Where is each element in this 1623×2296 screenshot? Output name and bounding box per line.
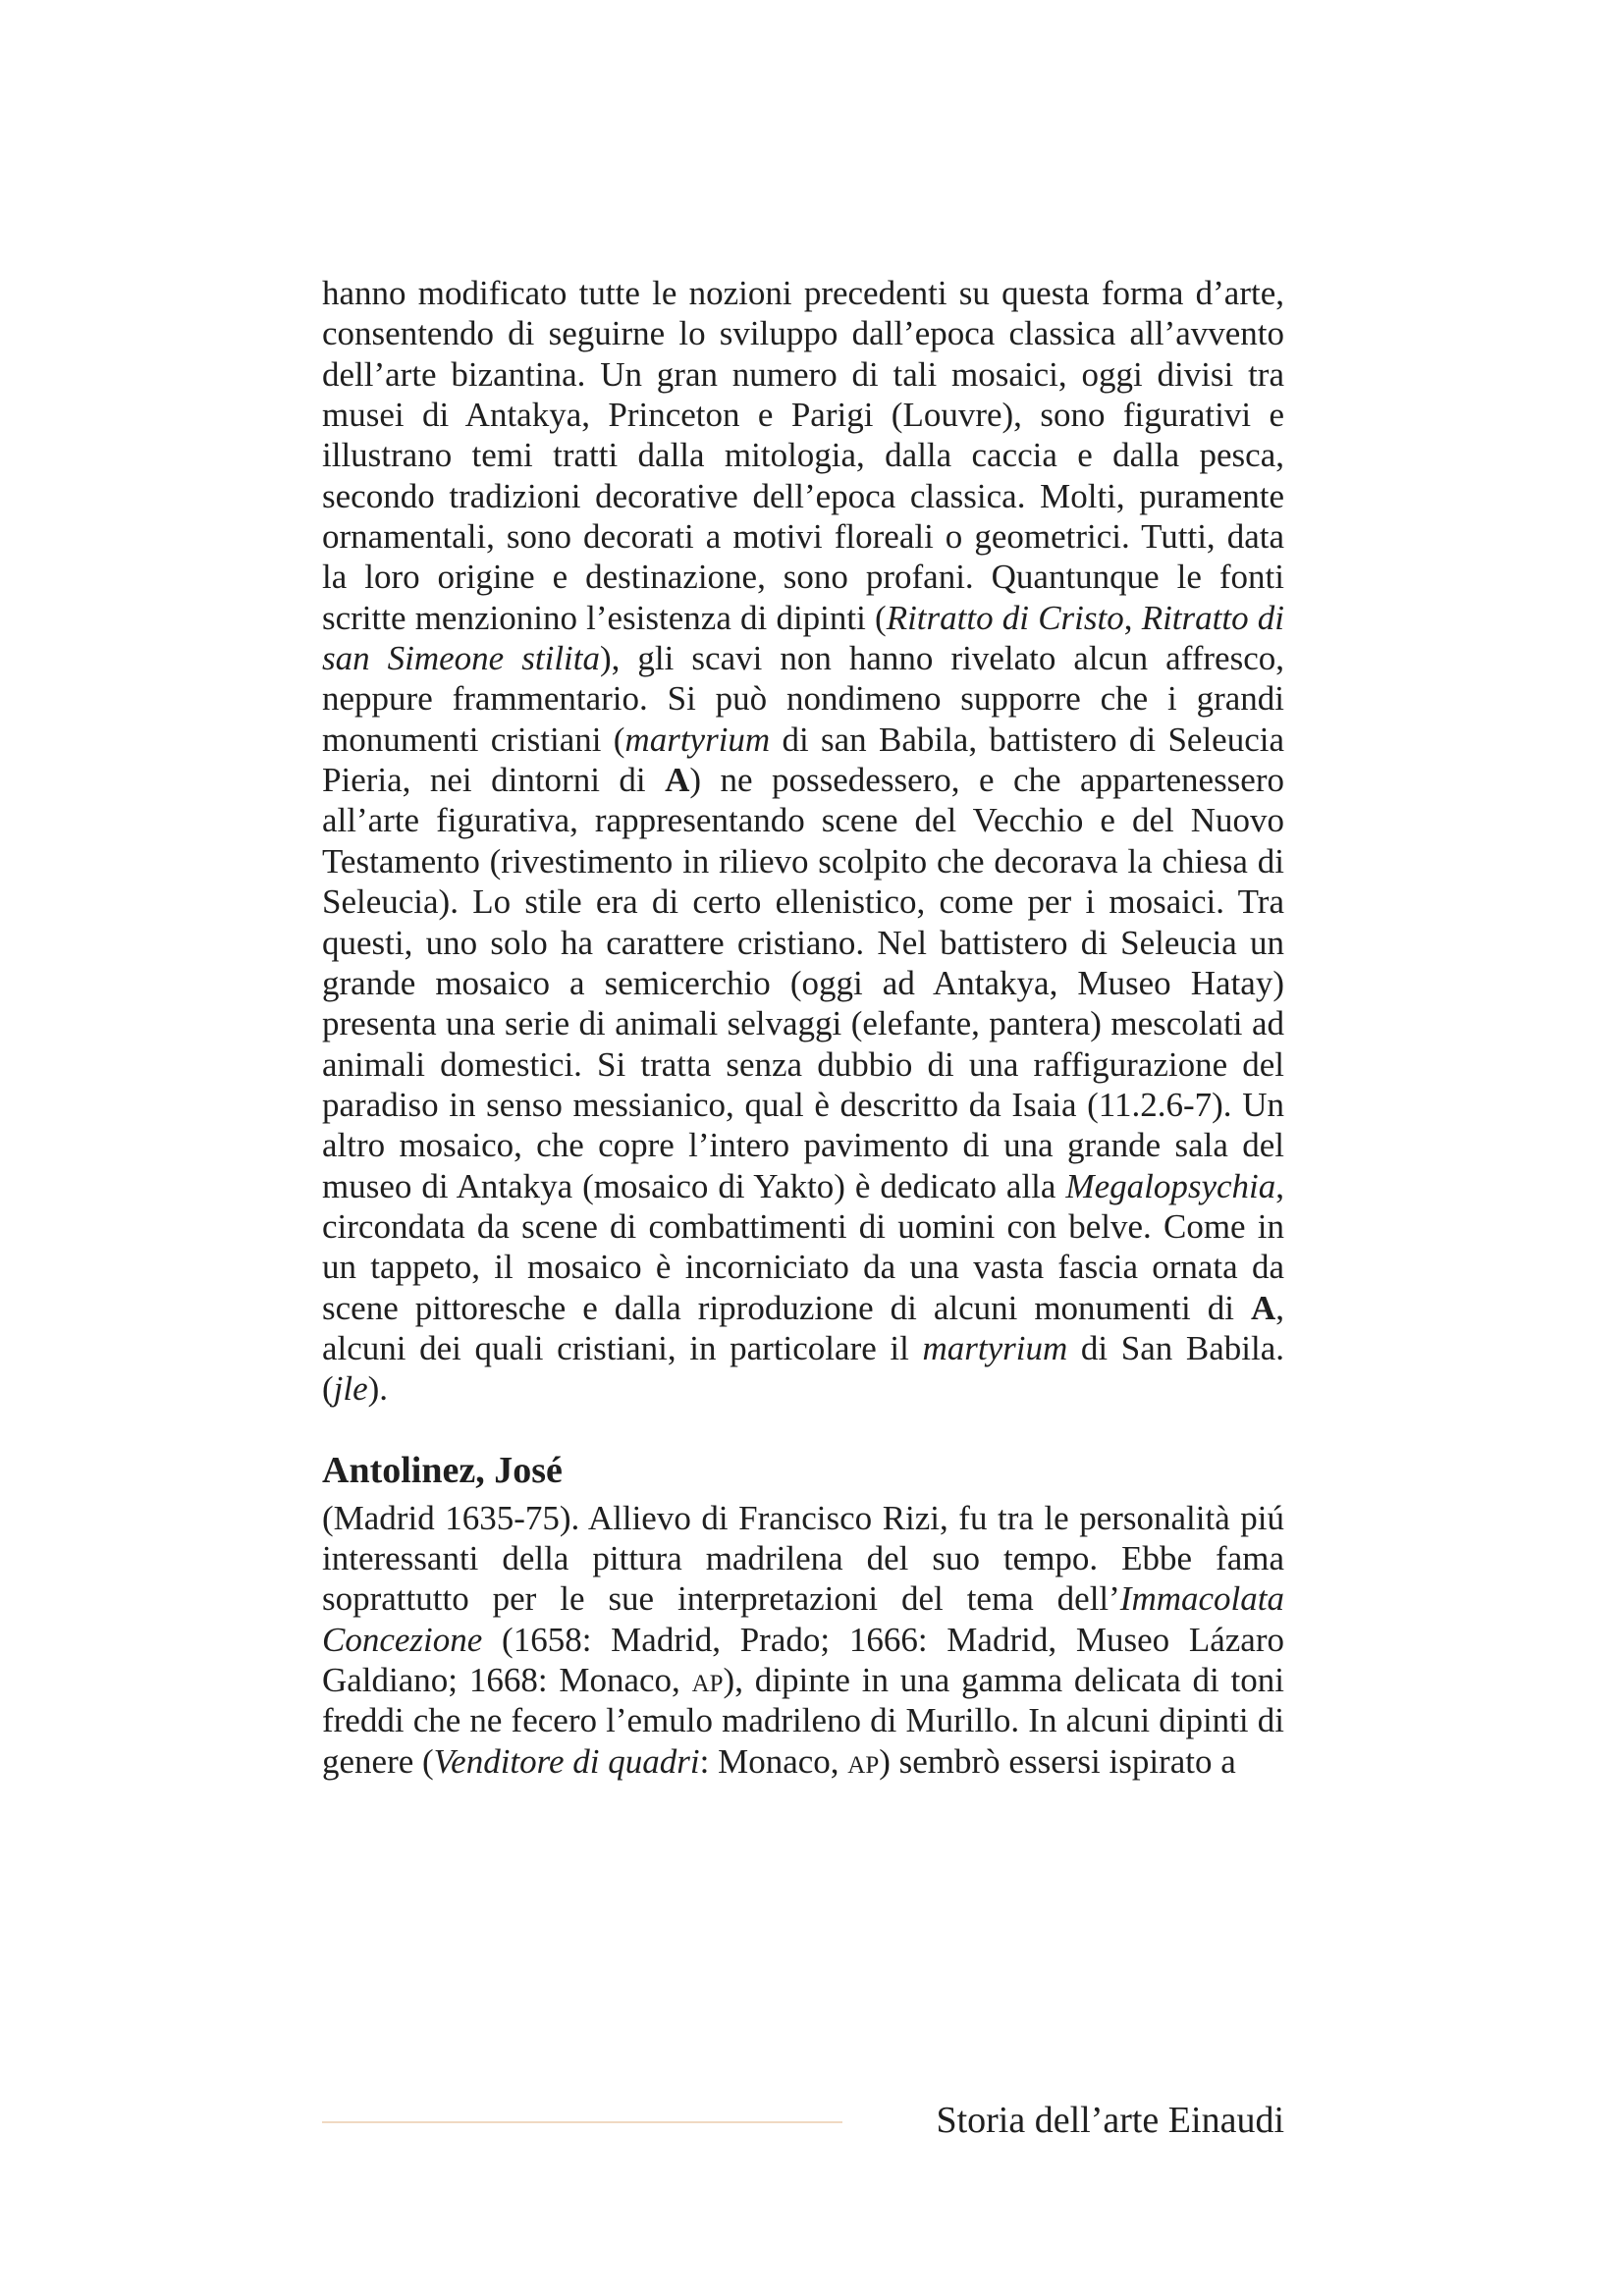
footer-rule xyxy=(322,2121,842,2123)
page-footer xyxy=(322,2099,1284,2142)
text-run: hanno modificato tutte le nozioni precedenti su questa forma d’arte, consentendo di seguirne lo sviluppo dall’epoca classica all’avvento dell’arte bizantina. Un gran numero di tali mosaici, oggi divisi tra musei di Antakya, Princeton e Parigi (Louvre), sono figurativi e illustrano temi tratti dalla mitologia, dalla caccia e dalla pesca, secondo tradizioni decorative dell’epoca classica. Molti, puramente ornamentali, sono decorati a motivi floreali o geometrici. Tutti, data la loro origine e destinazione, sono profani. Quantunque le fonti scritte menzionino l’esistenza di dipinti ( xyxy=(322,274,1284,637)
entry-abbreviation: A xyxy=(1250,1288,1276,1327)
text-run: (1658: Madrid, Prado; 1666: Madrid, Museo Lázaro Galdiano; 1668: Monaco, xyxy=(322,1620,1284,1699)
text-column xyxy=(322,273,1284,1782)
text-run: , alcuni dei quali cristiani, in particolare il xyxy=(322,1288,1284,1367)
museum-abbreviation: ap xyxy=(691,1661,724,1699)
artwork-title: Megalopsychia xyxy=(1065,1166,1276,1205)
entry-heading: Antolinez, José xyxy=(322,1449,563,1491)
text-run: ) ne possedessero, e che appartenessero all’arte figurativa, rappresentando scene del Vecchio e del Nuovo Testamento (rivestimento in rilievo scolpito che decorava la chiesa di Seleucia). Lo stile era di certo ellenistico, come per i mosaici. Tra questi, uno solo ha carattere cristiano. Nel battistero di Seleucia un grande mosaico a semicerchio (oggi ad Antakya, Museo Hatay) presenta una serie di animali selvaggi (elefante, pantera) mescolati ad animali domestici. Si tratta senza dubbio di una raffigurazione del paradiso in senso messianico, qual è descritto da Isaia (11.2.6-7). Un altro mosaico, che copre l’intero pavimento di una grande sala del museo di Antakya (mosaico di Yakto) è dedicato alla xyxy=(322,761,1284,1205)
entry-paragraph xyxy=(322,1498,1284,1782)
text-run: ) sembrò essersi ispirato a xyxy=(879,1741,1236,1781)
artwork-title: Ritratto di Cristo xyxy=(886,598,1124,637)
text-run: ). xyxy=(367,1369,389,1409)
footer-title: Storia dell’arte Einaudi xyxy=(936,2100,1284,2141)
text-run: ), dipinte in una gamma delicata di toni freddi che ne fecero l’emulo madrileno di Murillo. In alcuni dipinti di genere ( xyxy=(322,1661,1284,1781)
text-run: , xyxy=(1123,598,1142,637)
latin-term: martyrium xyxy=(624,720,771,759)
entry-abbreviation: A xyxy=(665,761,690,800)
text-run: , circondata da scene di combattimenti di uomini con belve. Come in un tappeto, il mosaico è incorniciato da una vasta fascia ornata da scene pittoresche e dalla riproduzione di alcuni monumenti di xyxy=(322,1166,1284,1327)
artwork-title: Venditore di quadri xyxy=(433,1741,700,1781)
latin-term: martyrium xyxy=(922,1328,1068,1367)
text-run: di san Babila, battistero di Seleucia Pieria, nei dintorni di xyxy=(322,720,1284,800)
artwork-title: Ritratto di san Simeone stilita xyxy=(322,598,1285,678)
text-run: (Madrid 1635-75). Allievo di Francisco Rizi, fu tra le personalità piú interessanti della pittura madrilena del suo tempo. Ebbe fama soprattutto per le sue interpretazioni del tema dell’ xyxy=(322,1498,1284,1619)
article-continuation-paragraph xyxy=(322,273,1284,1410)
text-run: di San Babila. ( xyxy=(322,1328,1285,1409)
author-initials: jle xyxy=(333,1369,368,1409)
text-run: ), gli scavi non hanno rivelato alcun affresco, neppure frammentario. Si può nondimeno supporre che i grandi monumenti cristiani ( xyxy=(322,639,1284,759)
text-run: : Monaco, xyxy=(699,1741,848,1781)
artwork-title: Immacolata Concezione xyxy=(322,1579,1284,1659)
museum-abbreviation: ap xyxy=(847,1741,880,1781)
